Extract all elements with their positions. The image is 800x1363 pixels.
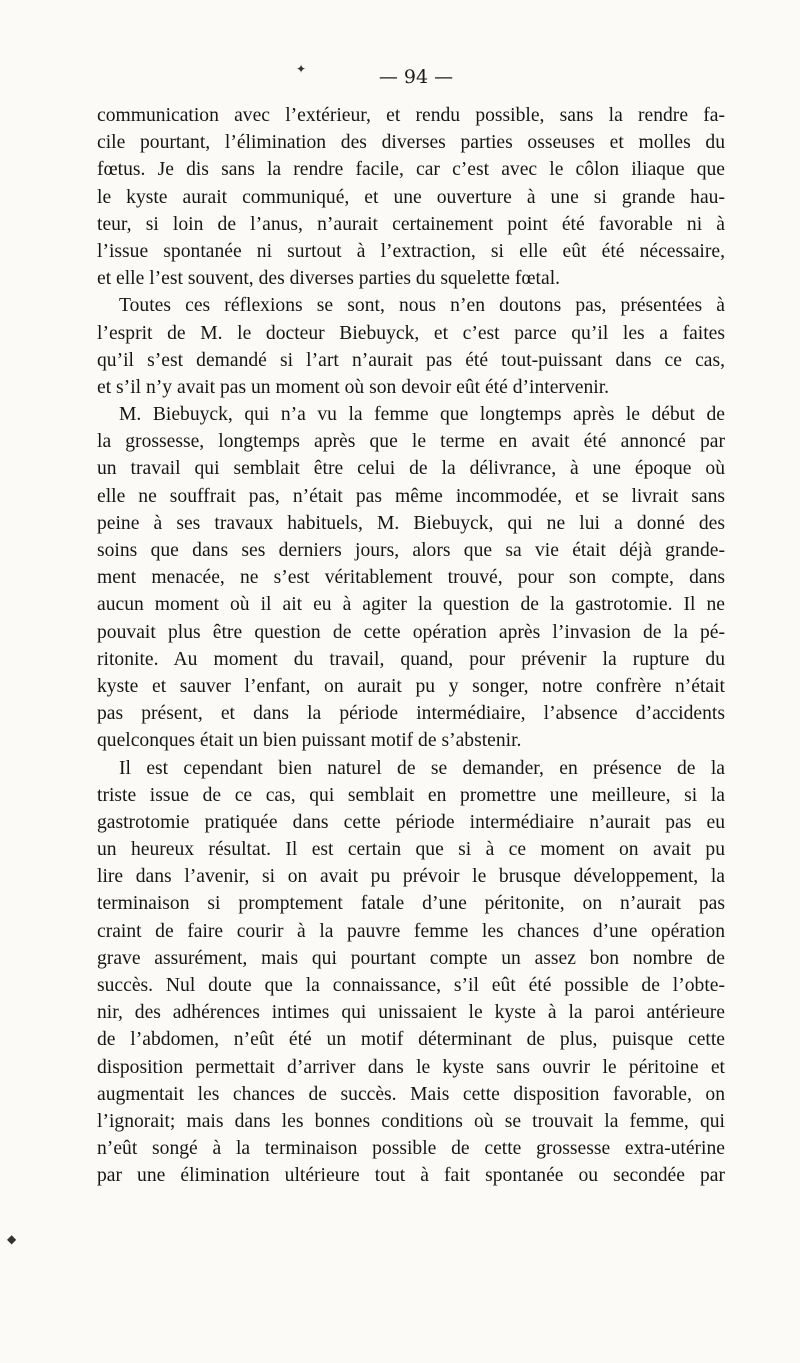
text-line: communication avec l’extérieur, et rendu possible, sans la rendre fa- xyxy=(97,105,725,126)
text-line: quelconques était un bien puissant motif de s’abstenir. xyxy=(97,730,522,752)
text-line: qu’il s’est demandé si l’art n’aurait pas été tout-puissant dans ce cas, xyxy=(97,349,725,371)
page-number: — 94 — xyxy=(378,66,454,88)
text-line: pas présent, et dans la période intermédiaire, l’absence d’accidents xyxy=(97,703,725,725)
text-line: gastrotomie pratiquée dans cette période intermédiaire n’aurait pas eu xyxy=(97,811,725,833)
text-line: nir, des adhérences intimes qui unissaient le kyste à la paroi antérieure xyxy=(97,1002,725,1024)
text-line: un travail qui semblait être celui de la délivrance, à une époque où xyxy=(97,458,725,480)
text-line: l’esprit de M. le docteur Biebuyck, et c’est parce qu’il les a faites xyxy=(97,322,725,344)
text-line: la grossesse, longtemps après que le terme en avait été annoncé par xyxy=(97,431,725,453)
body-text xyxy=(97,102,725,1190)
text-line: craint de faire courir à la pauvre femme les chances d’une opération xyxy=(97,920,725,942)
text-line: teur, si loin de l’anus, n’aurait certainement point été favorable ni à xyxy=(97,213,725,235)
text-line: triste issue de ce cas, qui semblait en promettre une meilleure, si la xyxy=(97,784,725,806)
text-line: terminaison si promptement fatale d’une péritonite, on n’aurait pas xyxy=(97,893,725,915)
text-line: grave assurément, mais qui pourtant compte un assez bon nombre de xyxy=(97,947,725,969)
text-line: l’issue spontanée ni surtout à l’extraction, si elle eût été nécessaire, xyxy=(97,240,725,262)
text-line: fœtus. Je dis sans la rendre facile, car c’est avec le côlon iliaque que xyxy=(97,159,725,181)
text-line: aucun moment où il ait eu à agiter la question de la gastrotomie. Il ne xyxy=(97,594,725,616)
text-line: par une élimination ultérieure tout à fait spontanée ou secondée par xyxy=(97,1165,725,1187)
text-line: ment menacée, ne s’est véritablement trouvé, pour son compte, dans xyxy=(97,567,725,589)
text-line: de l’abdomen, n’eût été un motif déterminant de plus, puisque cette xyxy=(97,1029,725,1051)
ink-speck: ✦ xyxy=(296,62,307,76)
text-line: Il est cependant bien naturel de se demander, en présence de la xyxy=(119,757,725,779)
text-line: n’eût songé à la terminaison possible de cette grossesse extra-utérine xyxy=(97,1138,725,1160)
text-line: elle ne souffrait pas, n’était pas même incommodée, et se livrait sans xyxy=(97,485,725,507)
text-line: et elle l’est souvent, des diverses parties du squelette fœtal. xyxy=(97,268,561,290)
text-line: pouvait plus être question de cette opération après l’invasion de la pé- xyxy=(97,621,725,643)
text-line: ritonite. Au moment du travail, quand, pour prévenir la rupture du xyxy=(97,648,725,670)
text-line: l’ignorait; mais dans les bonnes conditions où se trouvait la femme, qui xyxy=(97,1110,725,1132)
text-line: peine à ses travaux habituels, M. Biebuyck, qui ne lui a donné des xyxy=(97,512,725,534)
text-line: Toutes ces réflexions se sont, nous n’en doutons pas, présentées à xyxy=(119,295,725,317)
text-line: un heureux résultat. Il est certain que si à ce moment on avait pu xyxy=(97,839,725,861)
text-line: lire dans l’avenir, si on avait pu prévoir le brusque développement, la xyxy=(97,866,725,888)
text-line: cile pourtant, l’élimination des diverses parties osseuses et molles du xyxy=(97,132,725,154)
text-line: augmentait les chances de succès. Mais cette disposition favorable, on xyxy=(97,1083,725,1105)
text-line: le kyste aurait communiqué, et une ouverture à une si grande hau- xyxy=(97,186,725,208)
text-line: soins que dans ses derniers jours, alors que sa vie était déjà grande- xyxy=(97,540,725,561)
ink-speck: ◆ xyxy=(7,1232,17,1246)
text-line: succès. Nul doute que la connaissance, s’il eût été possible de l’obte- xyxy=(97,975,725,996)
text-line: M. Biebuyck, qui n’a vu la femme que longtemps après le début de xyxy=(119,404,725,426)
text-line: disposition permettait d’arriver dans le kyste sans ouvrir le péritoine et xyxy=(97,1056,725,1078)
text-line: kyste et sauver l’enfant, on aurait pu y songer, notre confrère n’était xyxy=(97,675,725,697)
text-line: et s’il n’y avait pas un moment où son devoir eût été d’intervenir. xyxy=(97,376,610,398)
